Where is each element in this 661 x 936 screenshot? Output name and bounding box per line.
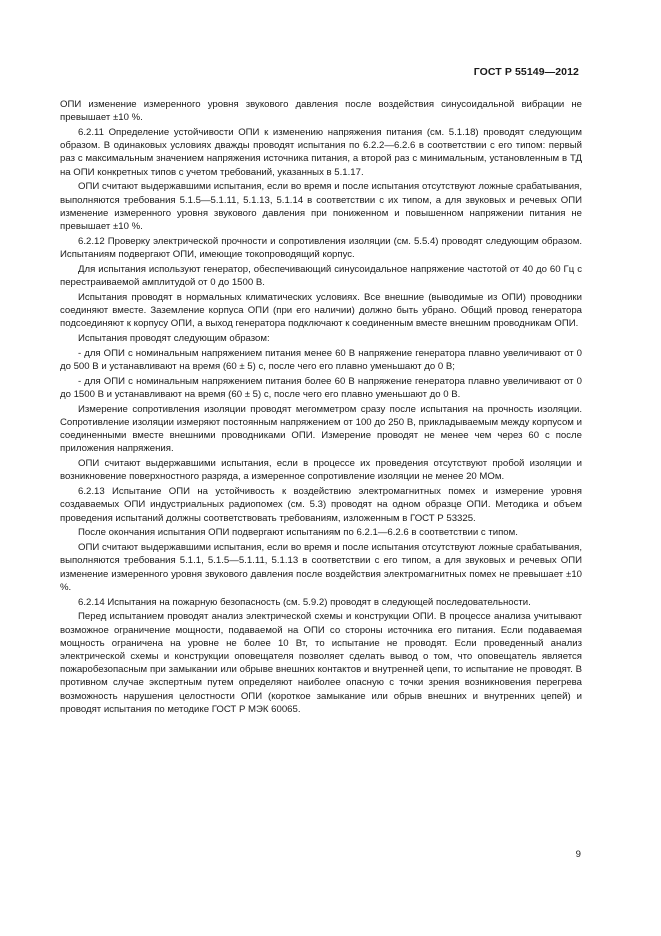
paragraph: Перед испытанием проводят анализ электрической схемы и конструкции ОПИ. В процессе анализа учитывают возможное ограничение мощности, подаваемой на ОПИ со стороны источника его питания. Если подаваемая мощность ограничена на уровне не более 10 Вт, то испытание не проводят. Если проведенный анализ электрической схемы и конструкции оповещателя позволяет сделать вывод о том, что оповещатель является пожаробезопасным при замыкании или обрыве внешних контактов и внутренней цепи, то испытание не проводят. В противном случае экспертным путем определяют наиболее опасную с точки зрения возникновения перегрева возможность нарушения целостности ОПИ (короткое замыкание или обрыв внешних и внутренних цепей) и проводят испытания по методике ГОСТ Р МЭК 60065. xyxy=(60,611,582,715)
list-item: - для ОПИ с номинальным напряжением питания менее 60 В напряжение генератора плавно увеличивают от 0 до 500 В и устанавливают на время (60 ± 5) с, после чего его плавно уменьшают до 0 В; xyxy=(60,347,582,373)
paragraph-6-2-11: 6.2.11 Определение устойчивости ОПИ к изменению напряжения питания (см. 5.1.18) проводят следующим образом. В одинаковых условиях дважды проводят испытания по 6.2.2—6.2.6 в соответствии с его типом: первый раз с максимальным значением напряжения источника питания, а второй раз с минимальным, установленным в ТД на ОПИ конкретных типов с учетом требований, указанных в 5.1.17. xyxy=(60,127,582,178)
page-number: 9 xyxy=(575,849,581,860)
paragraph-continuation: ОПИ изменение измеренного уровня звукового давления после воздействия синусоидальной вибрации не превышает ±10 %. xyxy=(60,99,582,124)
document-body xyxy=(60,98,582,718)
paragraph-6-2-13: 6.2.13 Испытание ОПИ на устойчивость к воздействию электромагнитных помех и измерение уровня создаваемых ОПИ индустриальных радиопомех (см. 5.3) проводят на одном образце ОПИ. Методика и объем проведения испытаний должны соответствовать требованиям, изложенным в ГОСТ Р 53325. xyxy=(60,486,582,524)
list-item: - для ОПИ с номинальным напряжением питания более 60 В напряжение генератора плавно увеличивают от 0 до 1500 В и устанавливают на время (60 ± 5) с, после чего его плавно уменьшают до 0 В. xyxy=(60,375,582,401)
paragraph-6-2-14: 6.2.14 Испытания на пожарную безопасность (см. 5.9.2) проводят в следующей последовательности. xyxy=(78,596,531,608)
paragraph: Для испытания используют генератор, обеспечивающий синусоидальное напряжение частотой от 40 до 60 Гц с перестраиваемой амплитудой от 0 до 1500 В. xyxy=(60,263,582,289)
paragraph: После окончания испытания ОПИ подвергают испытаниям по 6.2.1—6.2.6 в соответствии с типом. xyxy=(78,527,518,539)
paragraph: Испытания проводят следующим образом: xyxy=(78,333,270,345)
paragraph: Измерение сопротивления изоляции проводят мегомметром сразу после испытания на прочность изоляции. Сопротивление изоляции измеряют постоянным напряжением от 100 до 250 В, прикладываемым между корпусом и соединенными вместе внешними проводниками ОПИ. Измерение проводят не менее чем через 60 с после приложения напряжения. xyxy=(60,403,582,455)
paragraph: ОПИ считают выдержавшими испытания, если во время и после испытания отсутствуют ложные срабатывания, выполняются требования 5.1.1, 5.1.5—5.1.11, 5.1.13 в соответствии с его типом, а для звуковых и речевых ОПИ изменение измеренного уровня звукового давления после воздействия электромагнитных помех не превышает ±10 %. xyxy=(60,542,582,593)
paragraph: ОПИ считают выдержавшими испытания, если в процессе их проведения отсутствуют пробой изоляции и возникновение поверхностного разряда, а измеренное сопротивление изоляции не менее 20 МОм. xyxy=(60,458,582,483)
paragraph: ОПИ считают выдержавшими испытания, если во время и после испытания отсутствуют ложные срабатывания, выполняются требования 5.1.5—5.1.11, 5.1.13, 5.1.14 в соответствии с их типом, а для звуковых и речевых ОПИ изменение измеренного уровня звукового давления при пониженном и повышенном напряжении питания не превышает ±10 %. xyxy=(60,181,582,233)
paragraph-6-2-12: 6.2.12 Проверку электрической прочности и сопротивления изоляции (см. 5.5.4) проводят следующим образом. Испытаниям подвергают ОПИ, имеющие токопроводящий корпус. xyxy=(60,235,582,261)
paragraph: Испытания проводят в нормальных климатических условиях. Все внешние (выводимые из ОПИ) проводники соединяют вместе. Заземление корпуса ОПИ (при его наличии) должно быть убрано. Общий провод генератора подсоединяют к корпусу ОПИ, а выход генератора подключают к соединенным вместе внешним проводникам ОПИ. xyxy=(60,291,582,330)
standard-header: ГОСТ Р 55149—2012 xyxy=(473,66,579,78)
